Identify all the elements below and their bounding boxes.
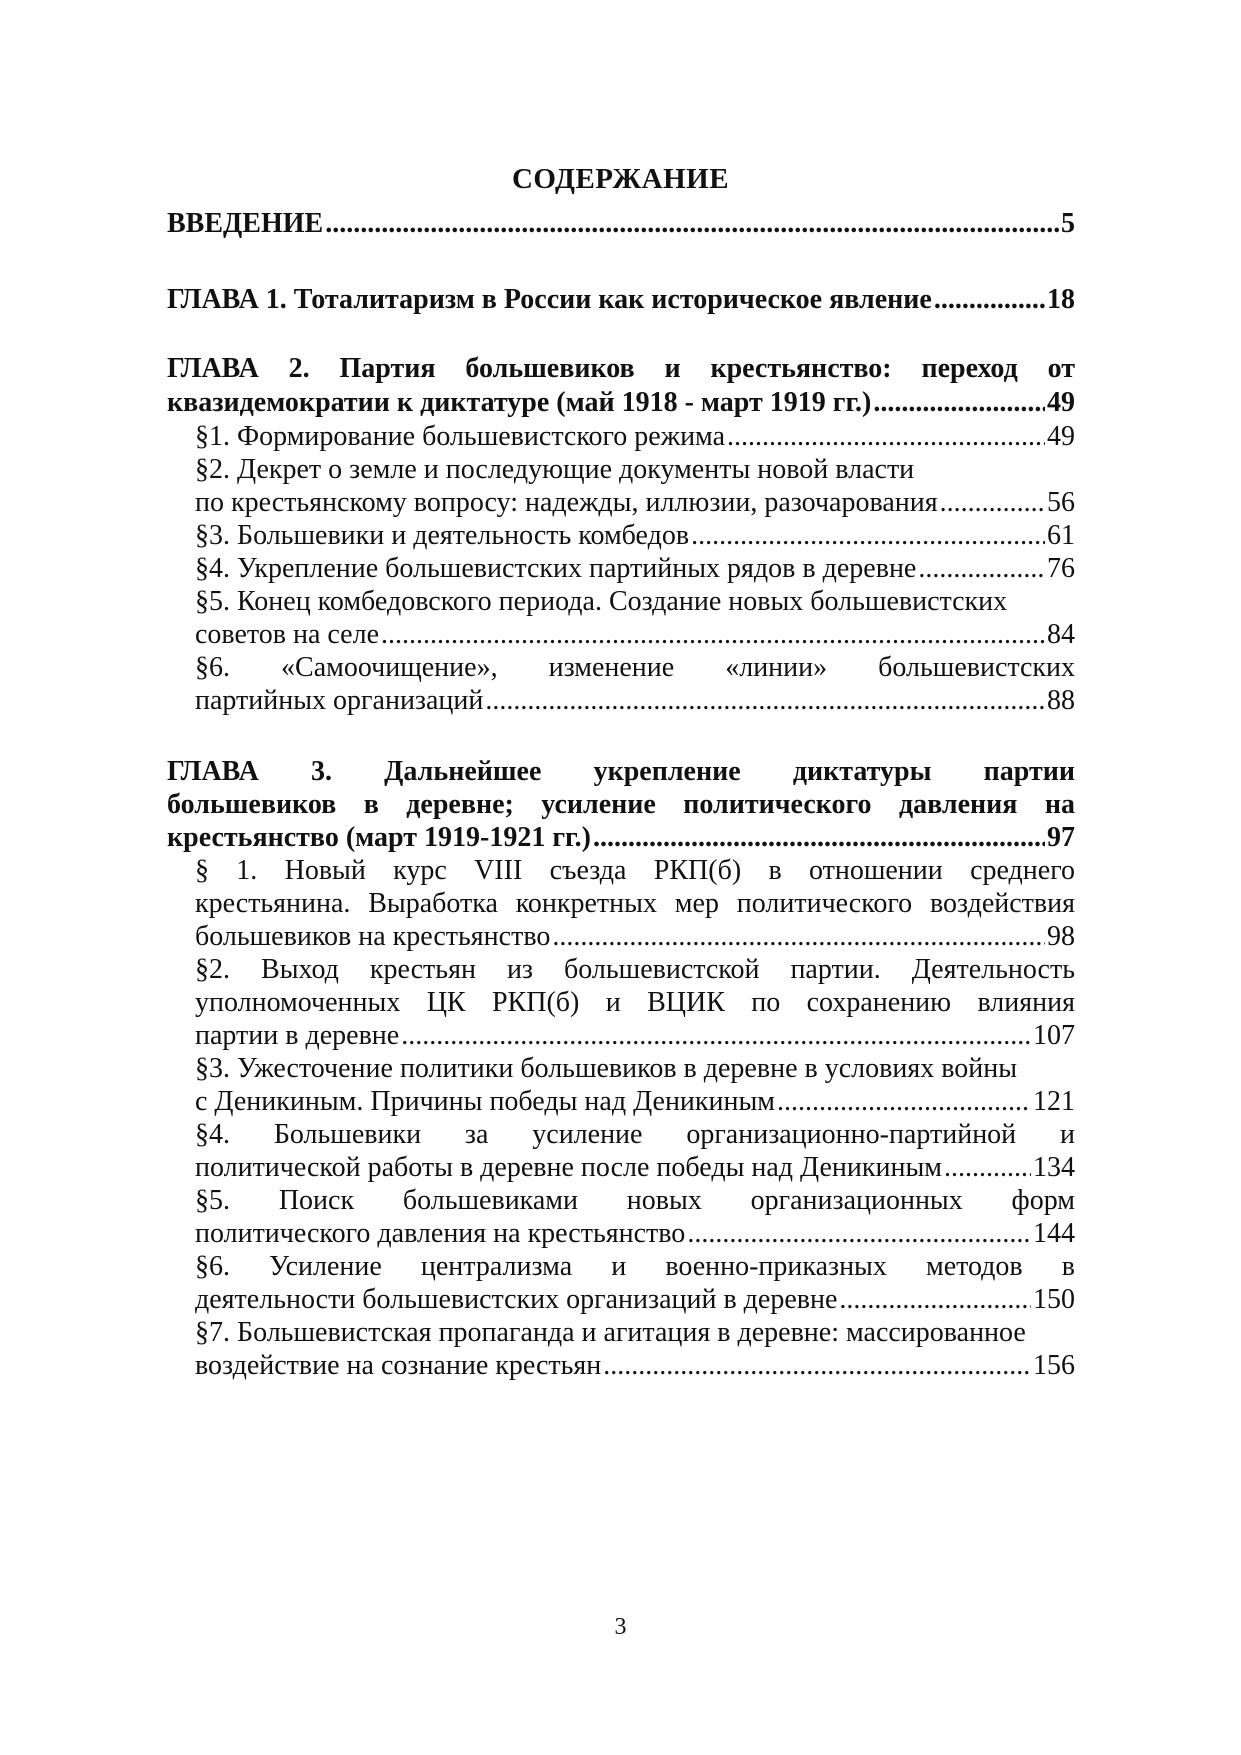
toc-entry-title: воздействие на сознание крестьян	[195, 1350, 602, 1381]
toc-entry-page: 18	[1047, 284, 1075, 315]
toc-entry-chapter-3-line1: ГЛАВА 3. Дальнейшее укрепление диктатуры партии	[167, 756, 1075, 787]
toc-entry-title: деятельности большевистских организаций в деревне	[195, 1284, 838, 1315]
toc-entry-page: 5	[1061, 208, 1075, 239]
toc-entry-ch2-section-2-line1: §2. Декрет о земле и последующие документы новой власти	[195, 454, 915, 485]
toc-entry-ch2-section-5-line1: §5. Конец комбедовского периода. Создание новых большевистских	[195, 586, 1008, 617]
toc-entry-ch3-section-3-line2	[195, 1084, 1075, 1120]
toc-entry-chapter-2-line2	[167, 385, 1075, 421]
toc-entry-page: 134	[1033, 1152, 1075, 1183]
toc-entry-page: 98	[1047, 921, 1075, 952]
toc-entry-title: с Деникиным. Причины победы над Деникиным	[195, 1086, 776, 1117]
toc-entry-page: 49	[1047, 387, 1075, 418]
toc-entry-ch2-section-6-line2	[195, 683, 1075, 719]
toc-entry-title: советов на селе	[195, 619, 380, 650]
toc-entry-page: 88	[1047, 685, 1075, 716]
toc-entry-ch3-section-4-line2	[195, 1150, 1075, 1186]
page-number: 3	[614, 1614, 627, 1640]
toc-entry-ch3-section-7-line2	[195, 1348, 1075, 1384]
toc-entry-title: квазидемократии к диктатуре (май 1918 - март 1919 гг.)	[167, 387, 872, 418]
toc-entry-ch3-section-2-line3	[195, 1018, 1075, 1054]
toc-entry-page: 107	[1033, 1020, 1075, 1051]
toc-entry-ch3-section-5-line2	[195, 1216, 1075, 1252]
toc-entry-page: 61	[1047, 520, 1075, 551]
toc-entry-page: 150	[1033, 1284, 1075, 1315]
toc-entry-ch2-section-2-line2	[195, 485, 1075, 521]
toc-entry-ch3-section-3-line1: §3. Ужесточение политики большевиков в деревне в условиях войны	[195, 1053, 1018, 1084]
toc-entry-ch3-section-1-line1: § 1. Новый курс VIII съезда РКП(б) в отношении среднего	[195, 855, 1075, 886]
toc-entry-page: 84	[1047, 619, 1075, 650]
toc-entry-title: партии в деревне	[195, 1020, 400, 1051]
toc-entry-title: политического давления на крестьянство	[195, 1218, 686, 1249]
toc-entry-ch2-section-3	[195, 518, 1075, 554]
toc-entry-title: партийных организаций	[195, 685, 484, 716]
toc-entry-chapter-3-line2: большевиков в деревне; усиление политического давления на	[167, 789, 1075, 820]
toc-entry-ch3-section-7-line1: §7. Большевистская пропаганда и агитация в деревне: массированное	[195, 1317, 1026, 1348]
toc-entry-page: 156	[1033, 1350, 1075, 1381]
toc-entry-ch2-section-6-line1: §6. «Самоочищение», изменение «линии» большевистских	[195, 652, 1075, 683]
toc-entry-ch3-section-6-line1: §6. Усиление централизма и военно-приказных методов в	[195, 1251, 1075, 1282]
toc-entry-chapter-3-line3	[167, 820, 1075, 856]
toc-entry-ch2-section-4	[195, 551, 1075, 587]
toc-entry-title: большевиков на крестьянство	[195, 921, 551, 952]
toc-entry-title: ВВЕДЕНИЕ	[167, 208, 324, 239]
toc-entry-ch3-section-5-line1: §5. Поиск большевиками новых организационных форм	[195, 1185, 1075, 1216]
toc-entry-ch2-section-1	[195, 419, 1075, 455]
toc-entry-page: 56	[1047, 487, 1075, 518]
toc-entry-ch2-section-5-line2	[195, 617, 1075, 653]
toc-entry-title: по крестьянскому вопросу: надежды, иллюзии, разочарования	[195, 487, 938, 518]
toc-entry-ch3-section-2-line1: §2. Выход крестьян из большевистской партии. Деятельность	[195, 954, 1075, 985]
toc-entry-ch3-section-2-line2: уполномоченных ЦК РКП(б) и ВЦИК по сохранению влияния	[195, 987, 1075, 1018]
toc-entry-ch3-section-4-line1: §4. Большевики за усиление организационно-партийной и	[195, 1119, 1075, 1150]
toc-entry-ch3-section-1-line3	[195, 919, 1075, 955]
toc-entry-page: 97	[1047, 822, 1075, 853]
toc-entry-ch3-section-6-line2	[195, 1282, 1075, 1318]
toc-entry-title: ГЛАВА 1. Тоталитаризм в России как историческое явление	[167, 284, 932, 315]
toc-entry-title: §3. Большевики и деятельность комбедов	[195, 520, 690, 551]
toc-entry-introduction	[167, 206, 1075, 242]
toc-entry-title: политической работы в деревне после победы над Деникиным	[195, 1152, 942, 1183]
toc-entry-title: §4. Укрепление большевистских партийных рядов в деревне	[195, 553, 917, 584]
toc-entry-page: 121	[1033, 1086, 1075, 1117]
toc-entry-page: 144	[1033, 1218, 1075, 1249]
toc-entry-title: крестьянство (март 1919-1921 гг.)	[167, 822, 591, 853]
page-title: СОДЕРЖАНИЕ	[511, 163, 730, 195]
toc-entry-page: 49	[1047, 421, 1075, 452]
toc-entry-chapter-2-line1: ГЛАВА 2. Партия большевиков и крестьянство: переход от	[167, 353, 1075, 384]
toc-entry-page: 76	[1047, 553, 1075, 584]
toc-entry-title: §1. Формирование большевистского режима	[195, 421, 726, 452]
toc-entry-ch3-section-1-line2: крестьянина. Выработка конкретных мер политического воздействия	[195, 888, 1075, 919]
toc-entry-chapter-1	[167, 282, 1075, 318]
